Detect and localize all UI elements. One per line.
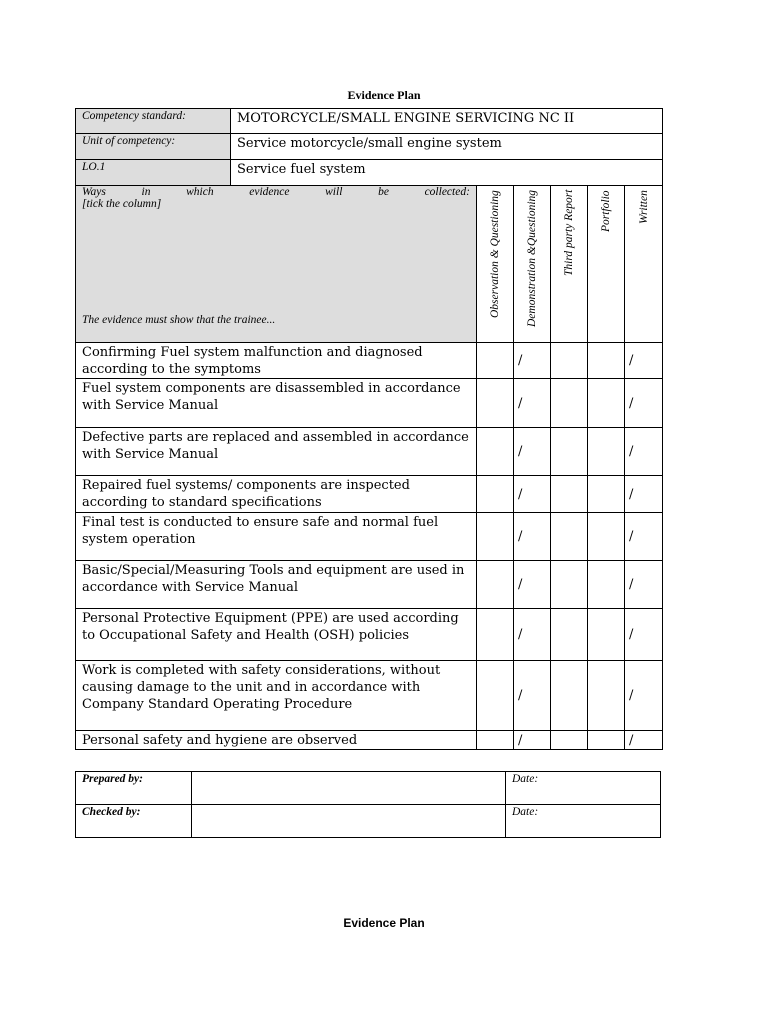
- prepared-by-field[interactable]: [192, 772, 506, 805]
- mark-cell[interactable]: [551, 731, 588, 750]
- mark-cell[interactable]: /: [514, 731, 551, 750]
- mark-cell[interactable]: /: [514, 609, 551, 661]
- mark-cell[interactable]: [588, 561, 625, 609]
- lo-value: Service fuel system: [231, 160, 663, 186]
- mark-cell[interactable]: /: [514, 513, 551, 561]
- competency-standard-value: MOTORCYCLE/SMALL ENGINE SERVICING NC II: [231, 109, 663, 134]
- mark-cell[interactable]: [477, 343, 514, 379]
- mark-cell[interactable]: [551, 343, 588, 379]
- mark-cell[interactable]: /: [625, 609, 663, 661]
- mark-cell[interactable]: /: [625, 476, 663, 513]
- mark-cell[interactable]: [477, 661, 514, 731]
- footer-title: Evidence Plan: [343, 916, 425, 930]
- mark-cell[interactable]: [477, 428, 514, 476]
- tick-instruction: [tick the column]: [82, 198, 162, 210]
- mark-cell[interactable]: [588, 513, 625, 561]
- mark-cell[interactable]: [551, 513, 588, 561]
- mark-cell[interactable]: /: [514, 561, 551, 609]
- mark-cell[interactable]: [588, 609, 625, 661]
- criterion-row: Personal safety and hygiene are observed: [76, 731, 477, 750]
- mark-cell[interactable]: /: [625, 379, 663, 428]
- date-label: Date:: [512, 773, 539, 785]
- mark-cell[interactable]: [477, 609, 514, 661]
- mark-cell[interactable]: [551, 428, 588, 476]
- mark-cell[interactable]: [588, 343, 625, 379]
- date-label: Date:: [512, 806, 539, 818]
- mark-cell[interactable]: /: [625, 513, 663, 561]
- evidence-plan-table: [75, 108, 663, 750]
- mark-cell[interactable]: [551, 561, 588, 609]
- method-header-demonstration: [514, 186, 551, 343]
- mark-cell[interactable]: [477, 379, 514, 428]
- method-label: Third party Report: [563, 189, 575, 276]
- signoff-table: [75, 771, 661, 838]
- mark-cell[interactable]: [551, 661, 588, 731]
- method-header-written: [625, 186, 663, 343]
- criterion-row: Defective parts are replaced and assembled in accordance with Service Manual: [76, 428, 477, 476]
- mark-cell[interactable]: /: [514, 379, 551, 428]
- criterion-row: Work is completed with safety considerations, without causing damage to the unit and in accordance with Company Standard Operating Procedure: [76, 661, 477, 731]
- mark-cell[interactable]: [588, 428, 625, 476]
- mark-cell[interactable]: /: [625, 661, 663, 731]
- lo-label: LO.1: [76, 160, 231, 186]
- ways-cell: [76, 186, 477, 343]
- method-label: Written: [638, 190, 650, 224]
- unit-of-competency-value: Service motorcycle/small engine system: [231, 134, 663, 160]
- method-label: Observation & Questioning: [489, 190, 501, 318]
- method-header-third-party: [551, 186, 588, 343]
- mark-cell[interactable]: [588, 379, 625, 428]
- unit-of-competency-label: Unit of competency:: [76, 134, 231, 160]
- mark-cell[interactable]: [588, 476, 625, 513]
- trainee-instruction: The evidence must show that the trainee...: [82, 314, 276, 326]
- mark-cell[interactable]: /: [625, 343, 663, 379]
- mark-cell[interactable]: [551, 379, 588, 428]
- mark-cell[interactable]: [477, 731, 514, 750]
- checked-by-label: Checked by:: [76, 805, 192, 838]
- method-label: Portfolio: [600, 190, 612, 232]
- mark-cell[interactable]: /: [514, 476, 551, 513]
- criterion-row: Final test is conducted to ensure safe and normal fuel system operation: [76, 513, 477, 561]
- mark-cell[interactable]: /: [625, 731, 663, 750]
- mark-cell[interactable]: /: [625, 428, 663, 476]
- method-label: Demonstration &Questioning: [526, 189, 538, 327]
- mark-cell[interactable]: [477, 513, 514, 561]
- mark-cell[interactable]: [588, 731, 625, 750]
- criterion-row: Basic/Special/Measuring Tools and equipment are used in accordance with Service Manual: [76, 561, 477, 609]
- criterion-row: Personal Protective Equipment (PPE) are used according to Occupational Safety and Health (OSH) policies: [76, 609, 477, 661]
- mark-cell[interactable]: /: [514, 428, 551, 476]
- mark-cell[interactable]: [477, 561, 514, 609]
- prepared-by-label: Prepared by:: [76, 772, 192, 805]
- criterion-row: Repaired fuel systems/ components are inspected according to standard specifications: [76, 476, 477, 513]
- mark-cell[interactable]: [551, 609, 588, 661]
- method-header-observation: [477, 186, 514, 343]
- mark-cell[interactable]: /: [514, 661, 551, 731]
- mark-cell[interactable]: /: [514, 343, 551, 379]
- page-title: Evidence Plan: [347, 88, 421, 102]
- criterion-row: Fuel system components are disassembled in accordance with Service Manual: [76, 379, 477, 428]
- criterion-row: Confirming Fuel system malfunction and diagnosed according to the symptoms: [76, 343, 477, 379]
- ways-heading: Ways in which evidence will be collected:: [82, 186, 470, 198]
- mark-cell[interactable]: [588, 661, 625, 731]
- checked-by-field[interactable]: [192, 805, 506, 838]
- competency-standard-label: Competency standard:: [76, 109, 231, 134]
- mark-cell[interactable]: [477, 476, 514, 513]
- prepared-date-field[interactable]: [506, 772, 661, 805]
- method-header-portfolio: [588, 186, 625, 343]
- checked-date-field[interactable]: [506, 805, 661, 838]
- mark-cell[interactable]: [551, 476, 588, 513]
- mark-cell[interactable]: /: [625, 561, 663, 609]
